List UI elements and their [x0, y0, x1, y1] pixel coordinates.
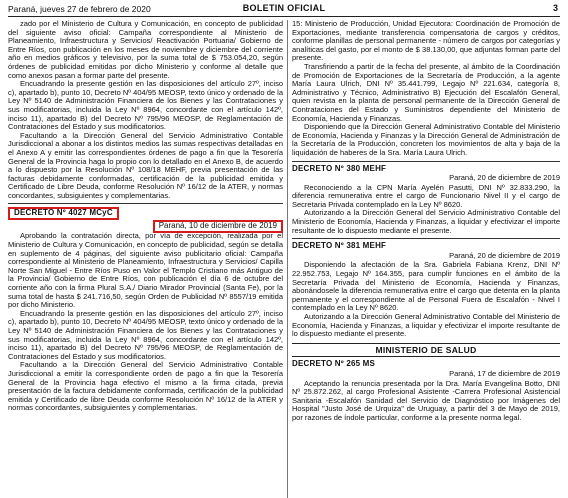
paragraph: Facultando a la Dirección General del Servicio Administrativo Contable Jurisdiccional a emitir la correspondiente orden de pago a fin que la Tesorería General de la Provincia haga efectivo el mismo a la firma citada, previa presentación de la factura debidamente conformada, certificación de la publicidad emitida y Certificado de libre Deuda conforme Resolución Nº 16/12 de la ATER y normas concordantes, subsiguientes y complementarias. — [8, 360, 283, 413]
right-column — [292, 20, 560, 498]
decree-date: Paraná, 20 de diciembre de 2019 — [449, 250, 560, 260]
header-place-date: Paraná, jueves 27 de febrero de 2020 — [8, 4, 151, 14]
decree-number: DECRETO Nº 380 MEHF — [292, 163, 387, 173]
paragraph: Reconociendo a la CPN María Ayelén Pasutti, DNI Nº 32.833.290, la diferencia remunerativa entre el cargo de Funcionario Nivel II y el cargo de Secretaria Privada contemplado en la Ley Nº 8620. — [292, 182, 560, 209]
header-page-number: 3 — [552, 3, 558, 13]
header-publication-title: BOLETIN OFICIAL — [242, 3, 326, 13]
paragraph: Aprobando la contratación directa, por vía de excepción, realizada por el Ministerio de Cultura y Comunicación, en concepto de publicidad, según se detalla en suplemento de 4 páginas, del siguiente aviso publicitario oficial: Campaña correspondiente al Ministerio de Planeamiento, Infraestructura y Servicios/ Capilla Norte San Miguel - Entre Ríos Puso en Valor el Templo Cristiano más Antiguo de la Provincia/ Gobierno de Entre Ríos, con publicación el día 6 de octubre del corriente año con la firma Plural S.A./ Diario Mirador Provincial (Santa Fe), por la suma total de hasta $ 241.716,50, según Orden de Publicidad Nº 8557/19 emitida por dicho Ministerio. — [8, 231, 283, 310]
section-heading-ministry: MINISTERIO DE SALUD — [292, 343, 560, 358]
page-header — [8, 2, 560, 17]
paragraph: Transfiriendo a partir de la fecha del presente, al ámbito de la Coordinación de Promoción de Exportaciones de la Secretaría de Producción, a la agente María Laura Ulrich, DNI Nº 35.441.799, Legajo Nº 221.634, categoría 8, Administrativo y Técnico, Administrativo B) Ejecución del Escalafón General, quien revista en la planta de personal permanente de la Dirección General de Contrataciones del Estado y Suministros dependiente del Ministerio de Economía, Hacienda y Finanzas. — [292, 61, 560, 123]
divider-line — [292, 238, 560, 239]
paragraph: Encuadrando la presente gestión en las disposiciones del artículo 27º, inciso c), apartado b), punto 10, Decreto Nº 404/95 MEOSP, texto único y ordenado de la Ley Nº 5140 de Administración Financiera de los Bienes y las Contrataciones y sus modificatorias, incluida la Ley Nº 8964, concordante con el artículo 142º, inciso 11), apartado B) del Decreto Nº 795/96 MEOSP, de Reglamentación de Contrataciones del Estado y sus modificatorios. — [8, 308, 283, 361]
paragraph: Encuadrando la presente gestión en las disposiciones del artículo 27º, inciso c), apartado b), punto 10, Decreto Nº 404/95 MEOSP, texto único y ordenado de la Ley Nº 5140 de Administración Financiera de los Bienes y las Contrataciones y sus modificatorias, incluida la Ley Nº 8964, concordante con el artículo 142º, inciso 11), apartado B) del Decreto Nº 795/96 MEOSP, de Reglamentación de Contrataciones del Estado y sus modificatorios. — [8, 79, 283, 132]
left-column — [8, 20, 283, 498]
paragraph: Aceptando la renuncia presentada por la Dra. María Evangelina Botto, DNI Nº 25.872.262, al cargo Profesional Asistente -Carrera Profesional Asistencial Sanitaria -Escalafón Sanidad del Servicio de Diagnóstico por Imágenes del Hospital "Justo José de Urquiza" de Uruguay, a partir del 3 de Mayo de 2019, por razones de índole particular, conforme a la presente norma legal. — [292, 378, 560, 422]
decree-date: Paraná, 17 de diciembre de 2019 — [449, 368, 560, 378]
column-divider — [287, 20, 288, 498]
decree-date: Paraná, 20 de diciembre de 2019 — [449, 173, 560, 183]
paragraph: Facultando a la Dirección General del Servicio Administrativo Contable Jurisdiccional a abonar a los distintos medios las sumas respectivas detalladas en el Anexo A y emitir las correspondientes órdenes de pago a fin que la Tesorería General de la Provincia haga lo propio con lo detallado en el Anexo B, de acuerdo a lo dispuesto por la Resolución Nº 108/18 MEHF, previa presentación de las facturas debidamente conformadas, certificación de la publicidad emitida y Certificado de Libre Deuda, conforme Resolución Nº 16/12 de la ATER, y normas concordantes, subsiguientes y complementarias. — [8, 130, 283, 200]
paragraph: Autorizando a la Dirección General del Servicio Administrativo Contable del Ministerio de Economía, Hacienda y Finanzas, a liquidar y efectivizar el importe resultante de lo dispuesto mediante el presente. — [292, 208, 560, 235]
divider-line — [8, 203, 283, 204]
decree-heading-row — [8, 207, 283, 220]
paragraph: Disponiendo la afectación de la Sra. Gabriela Fabiana Krenz, DNI Nº 22.952.753, Legajo Nº 164.355, para cumplir funciones en el ámbito de la Secretaría Privada del Ministerio de Economía, Hacienda y Finanzas, abonándosele la diferencia remunerativa entre el cargo que detenta en la planta permanente y el correspondiente al de Personal Fuera de Escalafón - Nivel I contemplado en la Ley Nº 8620. — [292, 260, 560, 313]
paragraph: zado por el Ministerio de Cultura y Comunicación, en concepto de publicidad del siguiente aviso oficial: Campaña correspondiente al Ministerio de Planeamiento, Infraestructura y Servicios/ Reactivación Portuaria/ Gobierno de Entre Ríos, con publicación en los meses de noviembre y diciembre del corriente año en medios gráficos y televisivo, por la suma total de $ 753.054,20, según órdenes de publicidad emitidas por dicho Ministerio y conforme al detalle que como anexos pasan a formar parte del presente. — [8, 20, 283, 80]
decree-date-row — [8, 220, 283, 232]
decree-number: DECRETO Nº 265 MS — [292, 359, 376, 369]
paragraph: 15: Ministerio de Producción, Unidad Ejecutora: Coordinación de Promoción de Exportaciones, mediante transferencia compensatoria de cargos y créditos, conforme planillas de personal permanente - número de cargos por categorías y analíticas del gasto, por el monto de $ 38.130,00, que adjuntas forman parte del presente. — [292, 20, 560, 63]
divider-line — [292, 161, 560, 162]
decree-date-highlighted: Paraná, 10 de diciembre de 2019 — [153, 220, 283, 233]
decree-number-highlighted: DECRETO Nº 4027 MCyC — [8, 207, 119, 220]
paragraph: Disponiendo que la Dirección General Administrativo Contable del Ministerio de Economía, Hacienda y Finanzas y la Dirección General de Administración de la Secretaría de la Producción, concreten los movimientos de alta y baja de la liquidación de haberes de la Sra. María Laura Ulrich. — [292, 122, 560, 157]
paragraph: Autorizando a la Dirección General Administrativo Contable del Ministerio de Economía, Hacienda y Finanzas, a liquidar y efectivizar el importe resultante de lo dispuesto mediante el presente. — [292, 312, 560, 339]
decree-number: DECRETO Nº 381 MEHF — [292, 241, 387, 251]
